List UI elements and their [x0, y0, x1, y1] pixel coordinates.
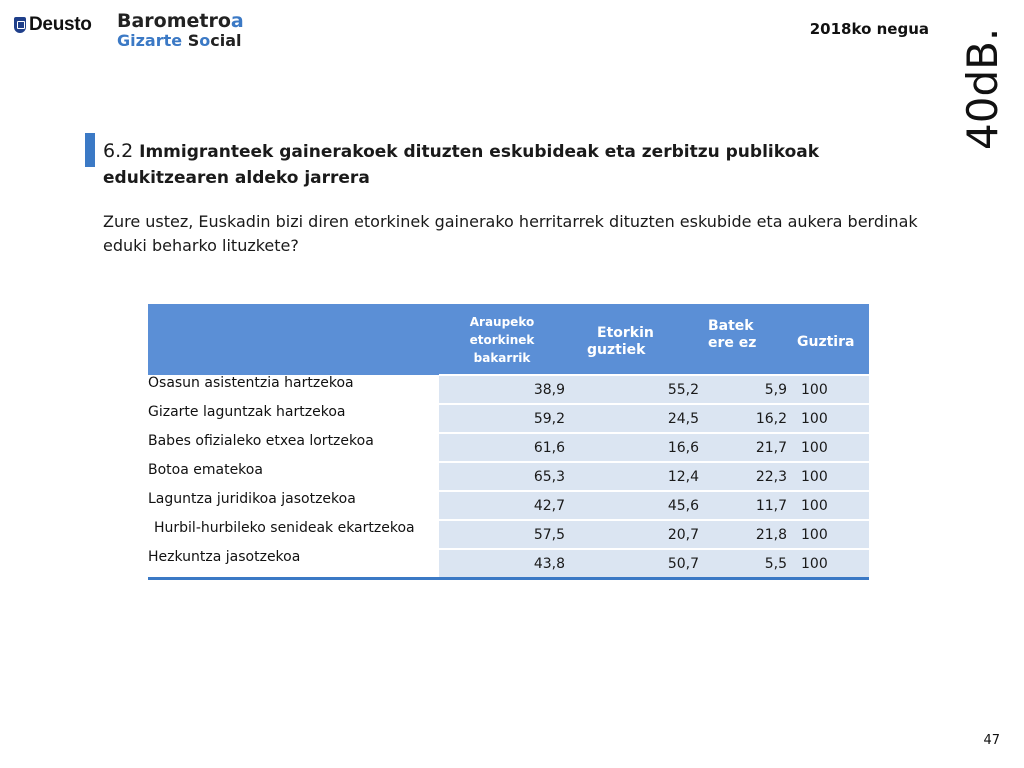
title-accent-bar: [85, 133, 95, 167]
table-row: [148, 433, 869, 462]
cell-guztira: 100: [787, 549, 869, 579]
row-label: Gizarte laguntzak hartzekoa: [148, 404, 439, 433]
season-label: 2018ko negua: [809, 20, 929, 38]
cell-etorkin-guztiek: 12,4: [565, 462, 699, 491]
barometro-logo-line2: [117, 33, 244, 49]
cell-araupeko: 61,6: [439, 433, 565, 462]
barometro-logo: [117, 12, 244, 49]
cell-etorkin-guztiek: 45,6: [565, 491, 699, 520]
header-batek-line1: Batek: [708, 318, 754, 334]
cell-guztira: 100: [787, 404, 869, 433]
deusto-logo: [14, 14, 92, 36]
header-etorkin-line1: Etorkin: [597, 325, 654, 341]
table-row: [148, 462, 869, 491]
survey-question: Zure ustez, Euskadin bizi diren etorkinek gainerako herritarrek dituzten eskubide eta aukera berdinak eduki beharko lituzkete?: [103, 212, 918, 255]
table-row: [148, 549, 869, 579]
cell-guztira: 100: [787, 433, 869, 462]
cell-araupeko: 43,8: [439, 549, 565, 579]
page-number: 47: [983, 733, 1000, 748]
row-label: Botoa ematekoa: [148, 462, 439, 491]
barometro-logo-cial: cial: [210, 31, 242, 50]
cell-batek-ere-ez: 5,9: [699, 375, 787, 404]
table-row: [148, 491, 869, 520]
cell-batek-ere-ez: 16,2: [699, 404, 787, 433]
header-araupeko-line2: etorkinek: [469, 333, 535, 347]
brand-40db-logo: [958, 27, 1024, 192]
table-row: [148, 375, 869, 404]
deusto-logo-text: Deusto: [29, 14, 92, 35]
cell-guztira: 100: [787, 462, 869, 491]
header-etorkin-line2: guztiek: [587, 342, 646, 358]
section-title: [103, 138, 863, 191]
cell-guztira: 100: [787, 375, 869, 404]
barometro-logo-line1: [117, 12, 244, 31]
cell-etorkin-guztiek: 20,7: [565, 520, 699, 549]
cell-araupeko: 59,2: [439, 404, 565, 433]
cell-araupeko: 38,9: [439, 375, 565, 404]
cell-batek-ere-ez: 22,3: [699, 462, 787, 491]
barometro-logo-gizarte: Gizarte: [117, 31, 188, 50]
cell-etorkin-guztiek: 24,5: [565, 404, 699, 433]
row-label: Osasun asistentzia hartzekoa: [148, 375, 439, 404]
barometro-logo-accent: a: [230, 10, 244, 32]
header-batek-ere-ez: [699, 304, 787, 375]
row-label: Babes ofizialeko etxea lortzekoa: [148, 433, 439, 462]
header-araupeko-line3: bakarrik: [473, 351, 531, 365]
brand-40db-text: 40dB.: [958, 27, 1007, 150]
barometro-logo-word: Barometro: [117, 10, 231, 32]
cell-etorkin-guztiek: 55,2: [565, 375, 699, 404]
header-batek-line2: ere ez: [708, 335, 757, 351]
section-title-text: Immigranteek gainerakoek dituzten eskubideak eta zerbitzu publikoak edukitzearen aldeko jarrera: [103, 142, 820, 188]
results-table: [148, 304, 869, 580]
row-label: Hurbil-hurbileko senideak ekartzekoa: [148, 520, 439, 549]
section-number: 6.2: [103, 140, 134, 162]
header-guztira: [787, 304, 869, 375]
table-header-row: [148, 304, 869, 375]
cell-batek-ere-ez: 5,5: [699, 549, 787, 579]
table-row: [148, 520, 869, 549]
table-row: [148, 404, 869, 433]
cell-araupeko: 57,5: [439, 520, 565, 549]
row-label: Laguntza juridikoa jasotzekoa: [148, 491, 439, 520]
cell-etorkin-guztiek: 16,6: [565, 433, 699, 462]
cell-araupeko: 42,7: [439, 491, 565, 520]
row-label: Hezkuntza jasotzekoa: [148, 549, 439, 579]
barometro-logo-s: S: [187, 31, 200, 50]
cell-guztira: 100: [787, 520, 869, 549]
header-araupeko: [439, 304, 565, 375]
deusto-shield-icon: [14, 17, 26, 33]
barometro-logo-o: o: [199, 31, 211, 50]
header-empty-cell: [148, 304, 439, 375]
cell-batek-ere-ez: 21,8: [699, 520, 787, 549]
cell-araupeko: 65,3: [439, 462, 565, 491]
cell-guztira: 100: [787, 491, 869, 520]
cell-batek-ere-ez: 21,7: [699, 433, 787, 462]
header-etorkin-guztiek: [565, 304, 699, 375]
header-araupeko-line1: Araupeko: [469, 315, 535, 329]
cell-batek-ere-ez: 11,7: [699, 491, 787, 520]
cell-etorkin-guztiek: 50,7: [565, 549, 699, 579]
header-guztira-text: Guztira: [797, 333, 855, 350]
